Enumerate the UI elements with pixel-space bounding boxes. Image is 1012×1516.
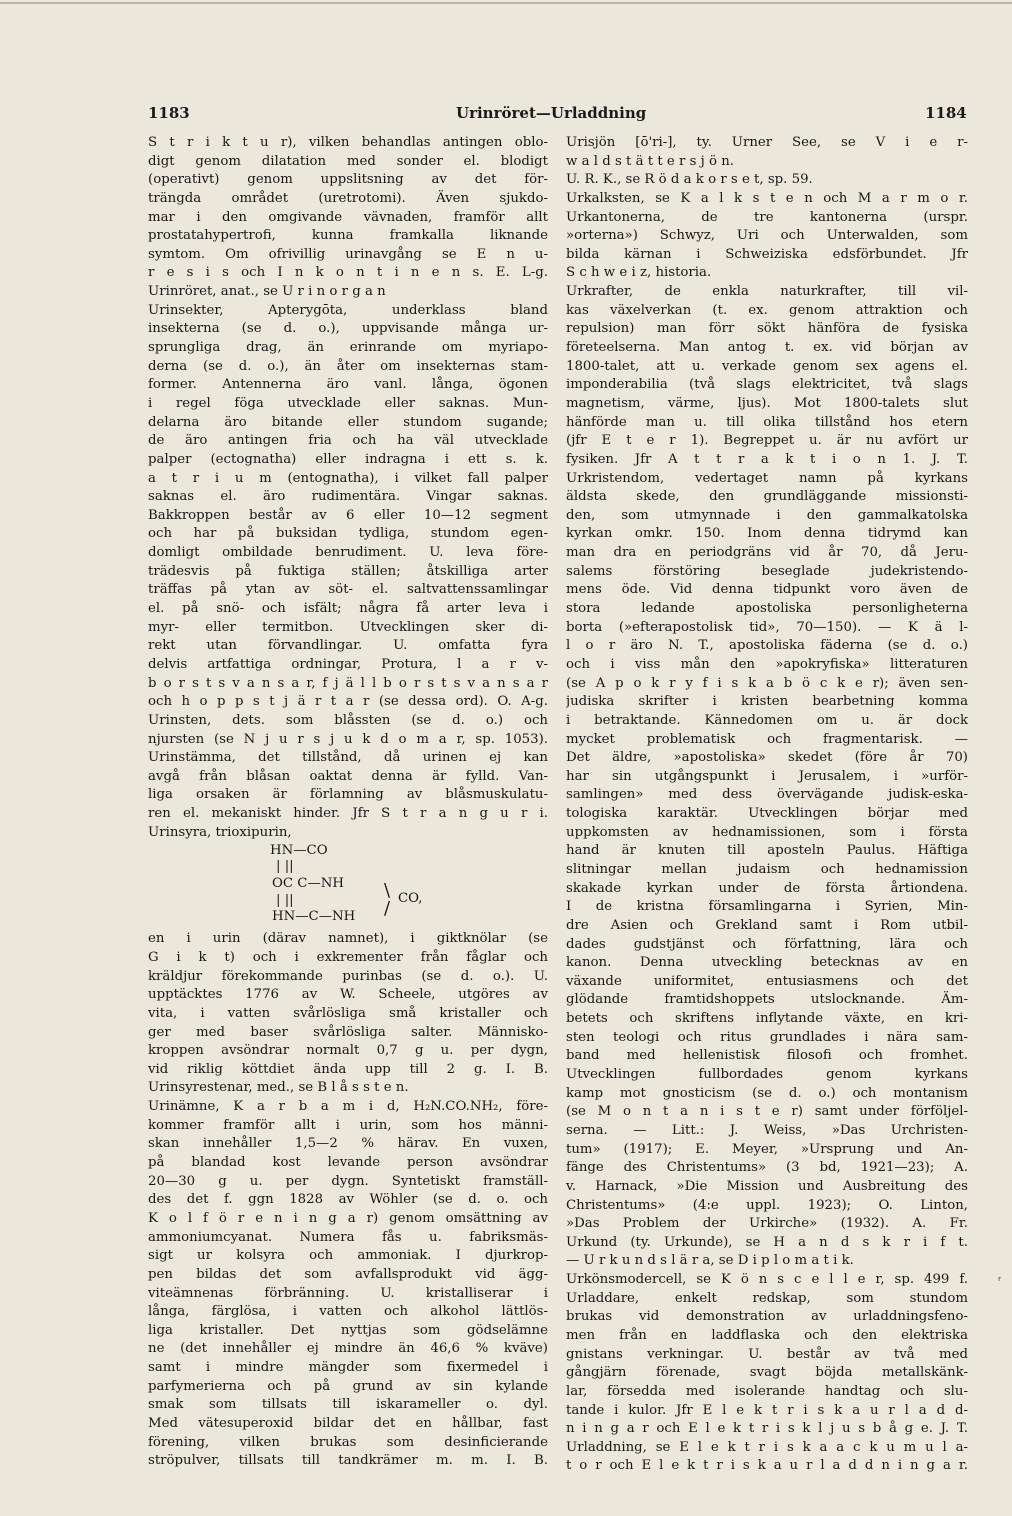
text-line: liga kristaller. Det nyttjas som gödselämne [148, 1322, 548, 1338]
text-line: b o r s t s v a n s a r, f j ä l l b o r s t s v a n s a r [148, 675, 548, 691]
formula-bond-1: | || [276, 859, 294, 875]
margin-mark: ᵣ [998, 1270, 1002, 1284]
text-line: former. Antennerna äro vanl. långa, ögonen [148, 377, 548, 393]
text-line: en i urin (därav namnet), i giktknölar (se [148, 931, 548, 947]
formula-line-2: OC C—NH [272, 876, 345, 892]
text-line: judiska skrifter i kristen bearbetning komma [566, 694, 968, 710]
text-line: bilda kärnan i Schweiziska edsförbundet. Jfr [566, 246, 968, 262]
text-line: brukas vid demonstration av urladdningsfeno- [566, 1309, 968, 1325]
text-line: trängda området (uretrotomi). Även sjukdo- [148, 190, 548, 206]
text-line: hänförde man u. till olika tillstånd hos etern [566, 414, 968, 430]
text-line: digt genom dilatation med sonder el. blodigt [148, 153, 548, 169]
text-line: ne (det innehåller ej mindre än 46,6 % kväve) [148, 1341, 548, 1357]
text-line: Utvecklingen fullbordades genom kyrkans [566, 1067, 968, 1083]
text-line: serna. — Litt.: J. Weiss, »Das Urchristen- [566, 1122, 968, 1138]
text-line: domligt ombildade benrudiment. U. leva före- [148, 545, 548, 561]
text-line: Urisjön [ō'ri-], ty. Urner See, se V i e r- [566, 135, 968, 150]
text-line: växande uniformitet, entusiasmens och det [566, 973, 968, 989]
formula-bond-2: | || [276, 893, 294, 909]
text-line: mycket problematisk och fragmentarisk. — [566, 731, 968, 747]
text-line: Urinsekter, Apterygōta, underklass bland [148, 302, 548, 318]
text-line: kommer framför allt i urin, som hos männi- [148, 1117, 548, 1133]
text-line: slitningar mellan judaism och hednamission [566, 861, 968, 877]
text-line: Urkrafter, de enkla naturkrafter, till vil- [566, 284, 968, 300]
text-line: Bakkroppen består av 6 eller 10—12 segment [148, 507, 548, 523]
text-line: Urinsten, dets. som blåssten (se d. o.) och [148, 712, 548, 728]
text-line: Urkantonerna, de tre kantonerna (urspr. [566, 209, 968, 225]
text-line: dades gudstjänst och författning, lära och [566, 936, 968, 952]
uric-acid-formula [148, 842, 548, 954]
text-line: band med hellenistisk filosofi och fromhet. [566, 1048, 968, 1064]
text-line: uppkomsten av hednamissionen, som i första [566, 824, 968, 840]
text-line: w a l d s t ä t t e r s j ö n. [566, 153, 734, 169]
text-line: ren el. mekaniskt hinder. Jfr S t r a n g u r i. [148, 806, 548, 822]
text-line: Urinsyra, trioxipurin, [148, 824, 292, 840]
page-edge [0, 2, 1012, 4]
text-line: man dra en periodgräns vid år 70, då Jeru- [566, 545, 968, 561]
text-line: kanon. Denna utveckling betecknas av en [566, 955, 968, 971]
text-line: äldsta skede, den grundläggande missionsti- [566, 489, 968, 505]
text-line: ströpulver, tillsats till tandkrämer m. m. I. B. [148, 1453, 548, 1469]
text-line: skan innehåller 1,5—2 % härav. En vuxen, [148, 1136, 548, 1152]
right-column [566, 134, 968, 1476]
text-line: förening, vilken brukas som desinficierande [148, 1434, 548, 1450]
text-line: — U r k u n d s l ä r a, se D i p l o m a t i k. [566, 1253, 854, 1269]
text-line: hand är knuten till aposteln Paulus. Häftiga [566, 843, 968, 859]
text-line: Urkristendom, vedertaget namn på kyrkans [566, 470, 968, 486]
text-line: sprungliga drag, än erinrande om myriapo- [148, 340, 548, 356]
text-line: samt i mindre mängder som fixermedel i [148, 1360, 548, 1376]
right-text-block [566, 134, 968, 1476]
text-line: i betraktande. Kännedomen om u. är dock [566, 712, 968, 728]
text-line: vita, i vatten svårlösliga små kristaller och [148, 1005, 548, 1021]
text-line: repulsion) man förr sökt hänföra de fysiska [566, 321, 968, 337]
text-line: och i viss mån den »apokryfiska» litteraturen [566, 656, 968, 672]
text-line: 1800-talet, att u. verkade genom sex agens el. [566, 358, 968, 374]
text-line: prostatahypertrofi, kunna framkalla liknande [148, 228, 548, 244]
text-line: rekt utan förvandlingar. U. omfatta fyra [148, 638, 548, 654]
text-line: Det äldre, »apostoliska» skedet (före år 70) [566, 750, 968, 766]
text-line: el. på snö- och isfält; några få arter leva i [148, 601, 548, 617]
text-line: (operativt) genom uppslitsning av det för- [148, 172, 548, 188]
text-line: i regel föga utvecklade eller saknas. Mun- [148, 395, 548, 411]
text-line: träffas på ytan av söt- el. saltvattenssamlingar [148, 582, 548, 598]
text-line: Urladdning, se E l e k t r i s k a a c k u m u l a- [566, 1439, 968, 1455]
text-line: myr- eller termitbon. Utvecklingen sker di- [148, 619, 548, 635]
text-line: liga orsaken är förlamning av blåsmuskulatu- [148, 787, 548, 803]
formula-line-1: HN—CO [270, 843, 328, 859]
text-line: symtom. Om ofrivillig urinavgång se E n u- [148, 246, 548, 262]
formula-co: CO, [398, 891, 423, 907]
text-line: K o l f ö r e n i n g a r) genom omsättning av [148, 1210, 548, 1226]
text-line: Urinämne, K a r b a m i d, H₂N.CO.NH₂, före- [148, 1099, 548, 1115]
text-line: Urkönsmodercell, se K ö n s c e l l e r, sp. 499 f. [566, 1272, 968, 1288]
text-line: trädesvis på fuktiga ställen; åtskilliga arter [148, 563, 548, 579]
text-line: tande i kulor. Jfr E l e k t r i s k a u r l a d d- [566, 1402, 968, 1418]
text-line: parfymerierna och på grund av sin kylande [148, 1378, 548, 1394]
text-line: »orterna») Schwyz, Uri och Unterwalden, som [566, 228, 968, 244]
text-line: derna (se d. o.), än åter om insekternas stam- [148, 358, 548, 374]
text-line: magnetism, värme, ljus). Mot 1800-talets slut [566, 395, 968, 411]
text-line: stora ledande apostoliska personligheterna [566, 601, 968, 617]
text-line: l o r äro N. T., apostoliska fäderna (se d. o.) [566, 638, 968, 654]
text-line: kyrkan omkr. 150. Inom denna tidrymd kan [566, 526, 968, 542]
text-line: sten teologi och ritus grundlades i nära sam- [566, 1029, 968, 1045]
text-line: och har på buksidan tydliga, stundom egen- [148, 526, 548, 542]
text-line: Christentums» (4:e uppl. 1923); O. Linton, [566, 1197, 968, 1213]
left-text-block [148, 134, 548, 842]
text-line: ammoniumcyanat. Numera fås u. fabriksmäs- [148, 1229, 548, 1245]
text-line: de äro antingen fria och ha väl utvecklade [148, 433, 548, 449]
text-line: sigt ur kolsyra och ammoniak. I djurkrop- [148, 1248, 548, 1264]
text-line: gångjärn förenade, svagt böjda metallskänk- [566, 1365, 968, 1381]
text-line: fysiken. Jfr A t t r a k t i o n 1. J. T. [566, 451, 968, 467]
page-number-left: 1183 [148, 104, 190, 122]
text-line: r e s i s och I n k o n t i n e n s. E. L-g. [148, 265, 548, 281]
formula-bracket-bottom: / [384, 898, 391, 920]
text-line: har sin utgångspunkt i Jerusalem, i »urför- [566, 768, 968, 784]
text-line: och h o p p s t j ä r t a r (se dessa ord). O. A-g. [148, 694, 548, 710]
text-line: (se A p o k r y f i s k a b ö c k e r); även sen- [566, 675, 968, 691]
formula-line-3: HN—C—NH [272, 909, 356, 925]
text-line: på blandad kost levande person avsöndrar [148, 1155, 548, 1171]
text-line: avgå från blåsan oaktat denna är fylld. Van- [148, 768, 548, 784]
text-line: viteämnenas förbränning. U. kristalliserar i [148, 1285, 548, 1301]
text-line: Urladdare, enkelt redskap, som stundom [566, 1290, 968, 1306]
text-line: delarna äro bitande eller stundom sugande; [148, 414, 548, 430]
text-line: Urkalksten, se K a l k s t e n och M a r m o r. [566, 190, 968, 206]
text-line: delvis artfattiga ordningar, Protura, l a r v- [148, 656, 548, 672]
text-line: S t r i k t u r), vilken behandlas antingen oblo- [148, 135, 548, 150]
text-line: tologiska karaktär. Utvecklingen börjar med [566, 806, 968, 822]
text-line: långa, färglösa, i vatten och alkohol lättlös- [148, 1304, 548, 1320]
text-line: fänge des Christentums» (3 bd, 1921—23); A. [566, 1160, 968, 1176]
text-line: den, som utmynnade i den gammalkatolska [566, 507, 968, 523]
text-line: (jfr E t e r 1). Begreppet u. är nu avfört ur [566, 433, 968, 449]
text-line: S c h w e i z, historia. [566, 265, 712, 281]
text-line: tum» (1917); E. Meyer, »Ursprung und An- [566, 1141, 968, 1157]
text-line: mens öde. Vid denna tidpunkt voro även de [566, 582, 968, 598]
text-line: upptäcktes 1776 av W. Scheele, utgöres av [148, 987, 548, 1003]
text-line: kas växelverkan (t. ex. genom attraktion och [566, 302, 968, 318]
text-line: glödande framtidshoppets utslocknande. Äm- [566, 992, 968, 1008]
text-line: a t r i u m (entognatha), i vilket fall palper [148, 470, 548, 486]
text-line: men från en laddflaska och den elektriska [566, 1328, 968, 1343]
running-title: Urinröret—Urladdning [456, 104, 647, 122]
text-line: mar i den omgivande vävnaden, framför allt [148, 209, 548, 225]
text-line: (se M o n t a n i s t e r) samt under förföljel- [566, 1104, 968, 1120]
text-line: pen bildas det som avfallsprodukt vid ägg- [148, 1266, 548, 1282]
text-line: U. R. K., se R ö d a k o r s e t, sp. 59. [566, 172, 813, 188]
text-line: Urinröret, anat., se U r i n o r g a n [148, 284, 386, 300]
text-line: Med vätesuperoxid bildar det en hållbar, fast [148, 1416, 548, 1431]
text-line: I de kristna församlingarna i Syrien, Min- [566, 899, 968, 915]
text-line: vid riklig köttdiet ända upp till 2 g. I. B. [148, 1061, 548, 1077]
text-line: ger med baser svårlösliga salter. Människo- [148, 1024, 548, 1040]
formula-bracket-top: \ [384, 880, 391, 902]
text-line: v. Harnack, »Die Mission und Ausbreitung des [566, 1178, 968, 1194]
text-line: skakade kyrkan under de första årtiondena. [566, 880, 968, 896]
text-line: insekterna (se d. o.), uppvisande många ur- [148, 321, 548, 337]
text-line: Urinsyrestenar, med., se B l å s s t e n. [148, 1080, 409, 1096]
page-number-right: 1184 [925, 104, 967, 122]
text-line: gnistans verkningar. U. består av två med [566, 1346, 968, 1362]
text-line: salems förstöring beseglade judekristendo- [566, 563, 968, 579]
text-line: Urkund (ty. Urkunde), se H a n d s k r i f t. [566, 1234, 968, 1250]
left-text-block-2 [148, 930, 548, 1471]
text-line: njursten (se N j u r s j u k d o m a r, sp. 1053). [148, 731, 548, 747]
text-line: palper (ectognatha) eller indragna i ett s. k. [148, 451, 548, 467]
text-line: imponderabilia (två slags elektricitet, två slags [566, 377, 968, 393]
text-line: t o r och E l e k t r i s k a u r l a d d n i n g a r. [566, 1458, 968, 1474]
text-line: G i k t) och i exkrementer från fåglar och [148, 949, 548, 965]
text-line: Urinstämma, det tillstånd, då urinen ej kan [148, 750, 548, 766]
text-line: företeelserna. Man antog t. ex. vid början av [566, 340, 968, 356]
text-line: n i n g a r och E l e k t r i s k l j u s b å g e. J. T. [566, 1421, 968, 1437]
text-line: kroppen avsöndrar normalt 0,7 g u. per dygn, [148, 1043, 548, 1059]
text-line: kamp mot gnosticism (se d. o.) och montanism [566, 1085, 968, 1101]
text-line: smak som tillsats till iskarameller o. dyl. [148, 1397, 548, 1413]
text-line: 20—30 g u. per dygn. Syntetiskt framställ- [148, 1173, 548, 1189]
text-line: »Das Problem der Urkirche» (1932). A. Fr. [566, 1216, 968, 1232]
text-line: lar, försedda med isolerande handtag och slu- [566, 1383, 968, 1399]
text-line: dre Asien och Grekland samt i Rom utbil- [566, 917, 968, 933]
text-line: saknas el. äro rudimentära. Vingar saknas. [148, 489, 548, 505]
left-column [148, 134, 548, 1471]
text-line: betets och skriftens inflytande växte, en kri- [566, 1011, 968, 1027]
text-line: kräldjur förekommande purinbas (se d. o.). U. [148, 968, 548, 984]
text-line: borta (»efterapostolisk tid», 70—150). — K ä l- [566, 619, 968, 635]
text-line: des det f. ggn 1828 av Wöhler (se d. o. och [148, 1192, 548, 1208]
text-line: samlingen» med dess övervägande judisk-eska- [566, 787, 968, 803]
